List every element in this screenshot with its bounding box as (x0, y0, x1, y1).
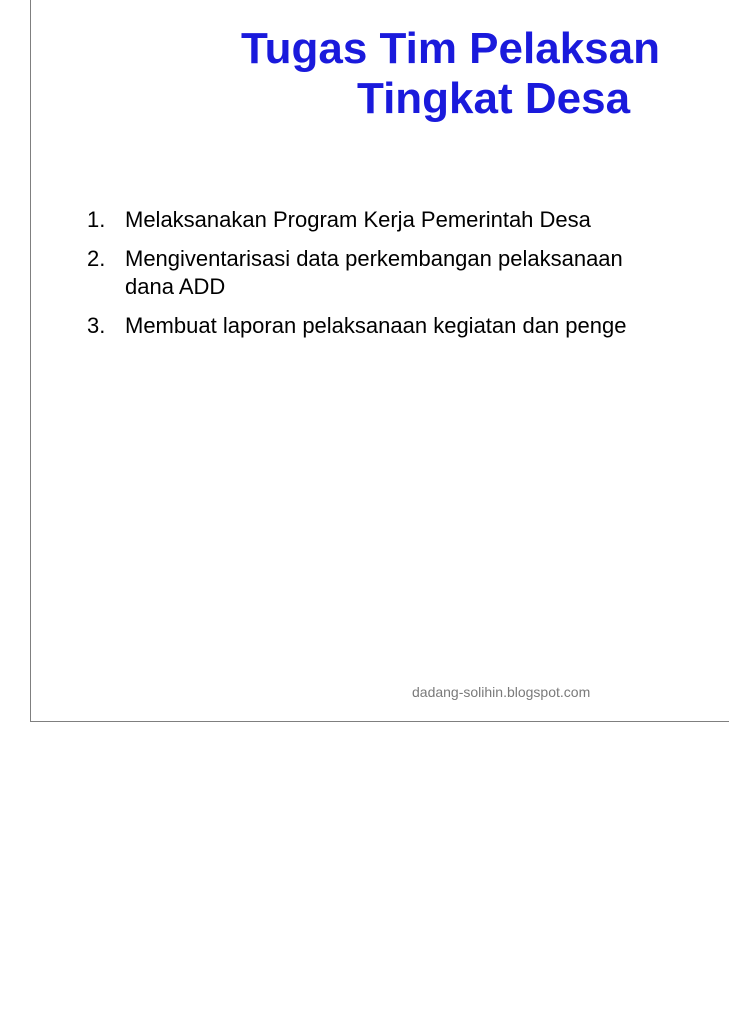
slide-title-line-2: Tingkat Desa (357, 74, 631, 123)
slide-frame (30, 0, 729, 722)
task-list (87, 206, 729, 351)
task-text: Mengiventarisasi data perkembangan pelaksanaan (125, 246, 623, 271)
footer-source-text: dadang-solihin.blogspot.com (412, 684, 591, 700)
task-text: Melaksanakan Program Kerja Pemerintah Desa (125, 207, 591, 232)
task-number: 2. (87, 246, 106, 271)
slide-title-line-1: Tugas Tim Pelaksan (241, 24, 660, 73)
task-item (87, 245, 729, 301)
task-item (87, 206, 729, 234)
task-number: 1. (87, 207, 106, 232)
task-text-continuation: dana ADD (125, 274, 226, 299)
task-text: Membuat laporan pelaksanaan kegiatan dan penge (125, 313, 627, 338)
task-number: 3. (87, 313, 106, 338)
task-item (87, 312, 729, 340)
